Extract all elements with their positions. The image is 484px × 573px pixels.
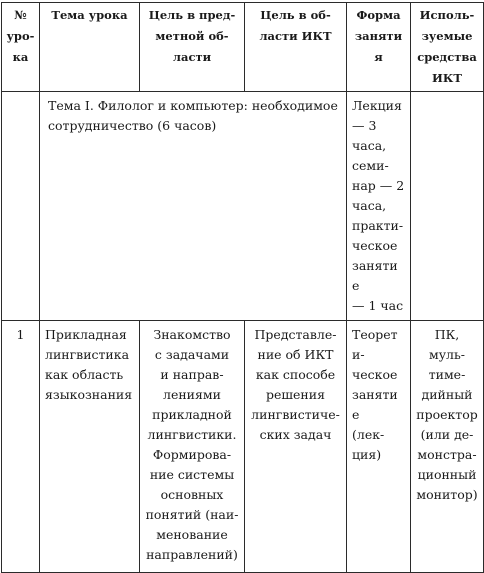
lesson-topic-cell: [40, 321, 140, 573]
lesson-number-cell: [2, 321, 40, 573]
lesson-ict-tools: ПК, муль- тиме- дийный проектор (или де- монстра- ционный монитор): [416, 327, 478, 502]
lesson-ict-goal: Представле- ние об ИКТ как способе решения лингвистиче- ских задач: [251, 327, 340, 442]
header-lesson-topic: Тема урока: [40, 3, 140, 92]
lesson-plan-table: [1, 2, 484, 573]
header-ict-tools: Исполь- зуемые средства ИКТ: [411, 3, 484, 92]
lesson-ict-tools-cell: [411, 321, 484, 573]
header-lesson-number: № уро- ка: [2, 3, 40, 92]
header-row: [2, 3, 484, 92]
topic-number-cell: [2, 92, 40, 321]
lesson-form: Теорети- ческое занятие (лек- ция): [352, 327, 398, 462]
header-subject-goal: Цель в пред- метной об- ласти: [140, 3, 245, 92]
lesson-number: 1: [16, 327, 25, 342]
topic-title-cell: [40, 92, 347, 321]
lesson-subject-goal-cell: [140, 321, 245, 573]
lesson-ict-goal-cell: [245, 321, 347, 573]
lesson-subject-goal: Знакомство с задачами и направ- лениями прикладной лингвистики. Формирова- ние системы основных понятий (наи- менование направлений): [145, 327, 239, 562]
topic-title: Тема I. Филолог и компьютер: необходимое сотрудничество (6 часов): [48, 98, 338, 133]
lesson-row: [2, 321, 484, 573]
header-lesson-form: Форма занятия: [347, 3, 411, 92]
topic-form: Лекция — 3 часа, семи- нар — 2 часа, практи- ческое занятие — 1 час: [352, 98, 405, 313]
topic-ict-tools-cell: [411, 92, 484, 321]
topic-form-cell: [347, 92, 411, 321]
topic-row: [2, 92, 484, 321]
lesson-form-cell: [347, 321, 411, 573]
header-ict-goal: Цель в об- ласти ИКТ: [245, 3, 347, 92]
lesson-topic: Прикладная лингвистика как область языкознания: [45, 327, 133, 402]
